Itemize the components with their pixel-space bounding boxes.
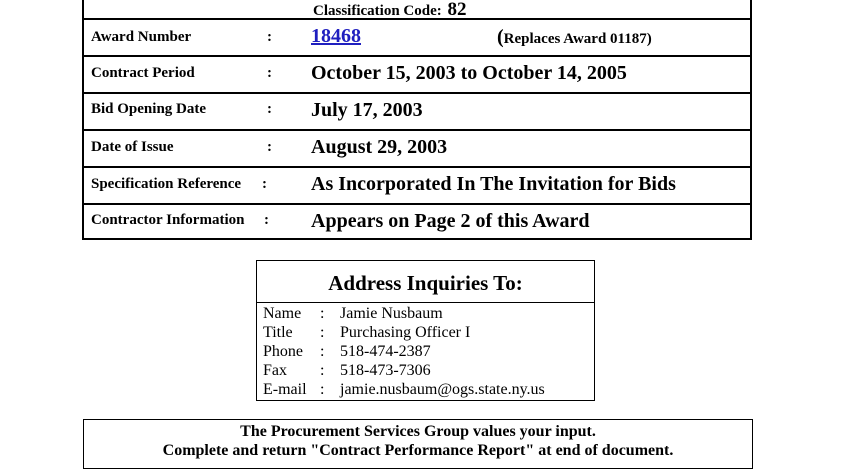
specification-reference-label: Specification Reference [91, 176, 242, 192]
award-number-label: Award Number [91, 29, 192, 45]
feedback-line-2: Complete and return "Contract Performance Report" at end of document. [162, 442, 674, 459]
replaces-award-text: Replaces Award 01187) [503, 31, 652, 47]
contact-name-label: Name [263, 305, 302, 322]
replaces-open-paren: ( [497, 26, 504, 48]
bid-opening-date-colon: : [267, 101, 272, 117]
contact-phone-label: Phone [263, 343, 303, 360]
classification-number: 82 [447, 0, 467, 20]
contractor-information-label: Contractor Information [91, 212, 245, 228]
contact-title-colon: : [320, 324, 325, 341]
feedback-line-1: The Procurement Services Group values your input. [240, 423, 596, 440]
contact-name-value: Jamie Nusbaum [340, 305, 443, 322]
contact-email-label: E-mail [263, 381, 307, 398]
contact-title-value: Purchasing Officer I [340, 324, 471, 341]
contractor-information-value: Appears on Page 2 of this Award [311, 210, 590, 232]
contact-email-value: jamie.nusbaum@ogs.state.ny.us [340, 381, 545, 398]
award-number-row [84, 20, 750, 57]
specification-reference-colon: : [262, 176, 267, 192]
contact-title-line [263, 323, 583, 342]
specification-reference-row [84, 168, 750, 205]
award-number-colon: : [267, 29, 272, 45]
contract-period-row [84, 57, 750, 94]
contact-title-label: Title [263, 324, 293, 341]
contact-fax-colon: : [320, 362, 325, 379]
date-of-issue-value: August 29, 2003 [311, 136, 448, 158]
contact-phone-value: 518-474-2387 [340, 343, 431, 360]
classification-label: Classification Code: [313, 3, 442, 19]
bid-opening-date-label: Bid Opening Date [91, 101, 207, 117]
contact-phone-line [263, 342, 583, 361]
address-inquiries-box [256, 260, 595, 401]
bid-opening-date-value: July 17, 2003 [311, 99, 423, 121]
contact-phone-colon: : [320, 343, 325, 360]
replaces-award-note [497, 26, 652, 49]
date-of-issue-label: Date of Issue [91, 139, 174, 155]
address-inquiries-title: Address Inquiries To: [257, 261, 594, 303]
contractor-information-row [84, 205, 750, 240]
contact-name-colon: : [320, 305, 325, 322]
contact-fax-label: Fax [263, 362, 287, 379]
contract-period-colon: : [267, 65, 272, 81]
bid-opening-date-row [84, 94, 750, 131]
feedback-notice-box [83, 419, 753, 469]
contact-email-colon: : [320, 381, 325, 398]
award-info-table [82, 0, 752, 240]
contact-email-line [263, 380, 583, 399]
contact-fax-line [263, 361, 583, 380]
contract-period-value: October 15, 2003 to October 14, 2005 [311, 62, 627, 84]
contact-fax-value: 518-473-7306 [340, 362, 431, 379]
contract-period-label: Contract Period [91, 65, 195, 81]
address-contact-list [263, 304, 583, 399]
specification-reference-value: As Incorporated In The Invitation for Bids [311, 173, 676, 195]
classification-row [84, 0, 750, 20]
award-number-link[interactable]: 18468 [311, 25, 361, 47]
contractor-information-colon: : [264, 212, 269, 228]
date-of-issue-row [84, 131, 750, 168]
classification-code [313, 0, 467, 21]
contact-name-line [263, 304, 583, 323]
date-of-issue-colon: : [267, 139, 272, 155]
